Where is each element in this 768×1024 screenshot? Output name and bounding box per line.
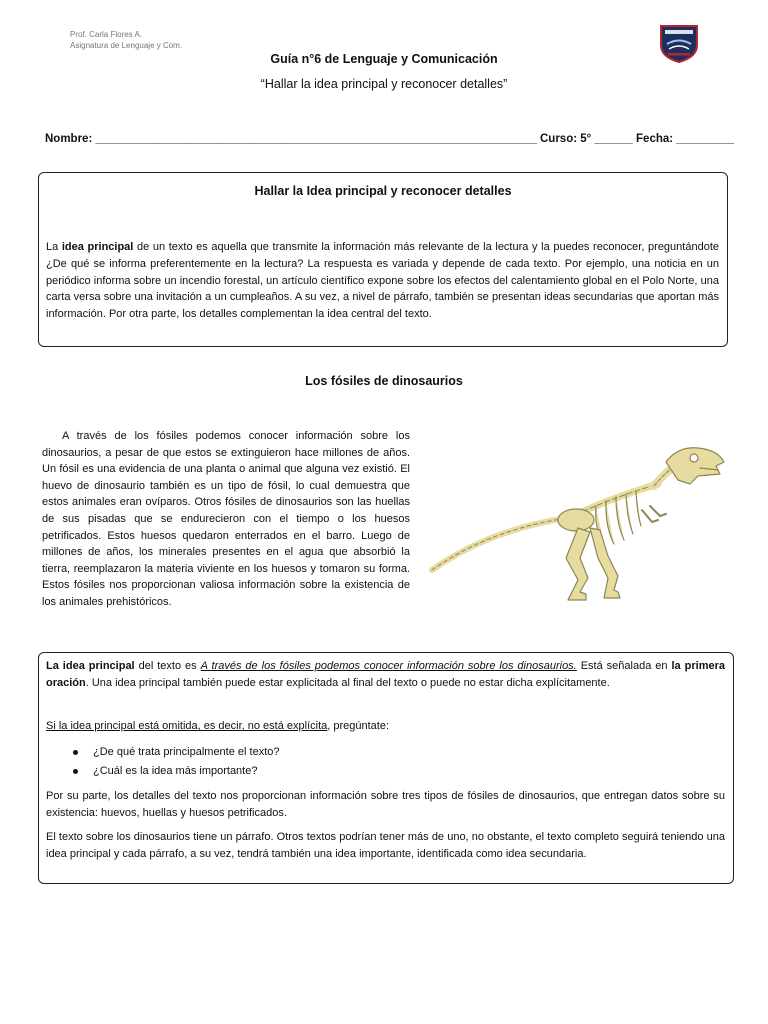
question-list xyxy=(73,743,280,781)
name-label: Nombre: xyxy=(45,133,93,145)
dinosaur-skeleton-image xyxy=(428,440,728,605)
p1-text-1: del texto es xyxy=(134,660,201,672)
intro-box-text xyxy=(46,239,719,323)
reading-paragraph: A través de los fósiles podemos conocer información sobre los dinosaurios, a pesar de que estos se extinguieron hace millones de años. Un fósil es una evidencia de una planta o animal que alguna vez existió. El huevo de dinosaurio también es un tipo de fósil, lo cual demuestra que estos animales eran ovíparos. Otros fósiles de dinosaurios son las huellas de sus pisadas que se endurecieron con el tiempo o los huesos petrificados. Estos huesos quedaron enterrados en el barro. Luego de millones de años, los minerales presentes en el agua que absorbió la tierra, reemplazaron la materia viviente en los huesos y tomaron su forma. Estos fósiles nos proporcionan valiosa información sobre la existencia de los animales prehistóricos. xyxy=(42,430,410,608)
explanation-box xyxy=(38,652,734,884)
list-item: ¿De qué trata principalmente el texto? xyxy=(73,743,280,762)
student-info-line xyxy=(45,133,734,145)
page-subtitle: “Hallar la idea principal y reconocer detalles” xyxy=(260,77,508,91)
intro-text-pre: La xyxy=(46,241,62,253)
name-field[interactable]: _____________________________________________________________________ xyxy=(95,133,537,145)
intro-definition-box xyxy=(38,172,728,347)
explanation-paragraph-2 xyxy=(46,718,725,735)
header-author-block xyxy=(70,29,182,51)
list-item: ¿Cuál es la idea más importante? xyxy=(73,762,280,781)
subject-name: Asignatura de Lenguaje y Com. xyxy=(70,41,183,50)
intro-text-body: de un texto es aquella que transmite la información más relevante de la lectura y la puedes reconocer, preguntándote ¿De qué se informa preferentemente en la lectura? La respuesta es variada y depende de cada texto. Por ejemplo, una noticia en un periódico informa sobre un incendio forestal, un artículo científico expone sobre los efectos del calentamiento global en el Polo Norte, una carta versa sobre una invitación a un cumpleaños. A su vez, a nivel de párrafo, también se presentan ideas secundarias que aportan más información. Por otra parte, los detalles complementan la idea central del texto. xyxy=(46,241,719,321)
page-title: Guía n°6 de Lenguaje y Comunicación xyxy=(270,52,498,66)
main-idea-term: La idea principal xyxy=(46,660,135,672)
explanation-paragraph-3: Por su parte, los detalles del texto nos proporcionan información sobre tres tipos de fósiles de dinosaurios, que entregan datos sobre su existencia: huevos, huellas y huesos petrificados. xyxy=(46,790,725,819)
date-label: Fecha: xyxy=(636,133,674,145)
first-sentence-term: la primera oración xyxy=(46,660,725,689)
course-field[interactable]: ______ xyxy=(594,133,633,145)
reading-title: Los fósiles de dinosaurios xyxy=(305,374,463,388)
author-name: Prof. Carla Flores A. xyxy=(70,30,143,39)
intro-box-title: Hallar la Idea principal y reconocer detalles xyxy=(254,184,512,198)
date-field[interactable]: _________ xyxy=(676,133,734,145)
p2-rest: , pregúntate: xyxy=(327,720,390,732)
explanation-paragraph-4: El texto sobre los dinosaurios tiene un párrafo. Otros textos podrían tener más de uno, no obstante, el texto completo seguirá teniendo una idea principal y cada párrafo, a su vez, tendrá también una idea importante, identificada como idea secundaria. xyxy=(46,831,725,860)
p1-text-3: . Una idea principal también puede estar explicitada al final del texto o puede no estar dicha explícitamente. xyxy=(85,676,610,689)
omitted-idea-phrase: Si la idea principal está omitida, es decir, no está explícita xyxy=(46,720,328,732)
course-label: Curso: 5° xyxy=(540,133,592,145)
explanation-paragraph-1 xyxy=(46,658,725,692)
main-idea-quote: A través de los fósiles podemos conocer información sobre los dinosaurios. xyxy=(200,660,577,672)
p1-text-2: Está señalada en xyxy=(576,660,672,672)
intro-text-bold-term: idea principal xyxy=(61,241,134,253)
